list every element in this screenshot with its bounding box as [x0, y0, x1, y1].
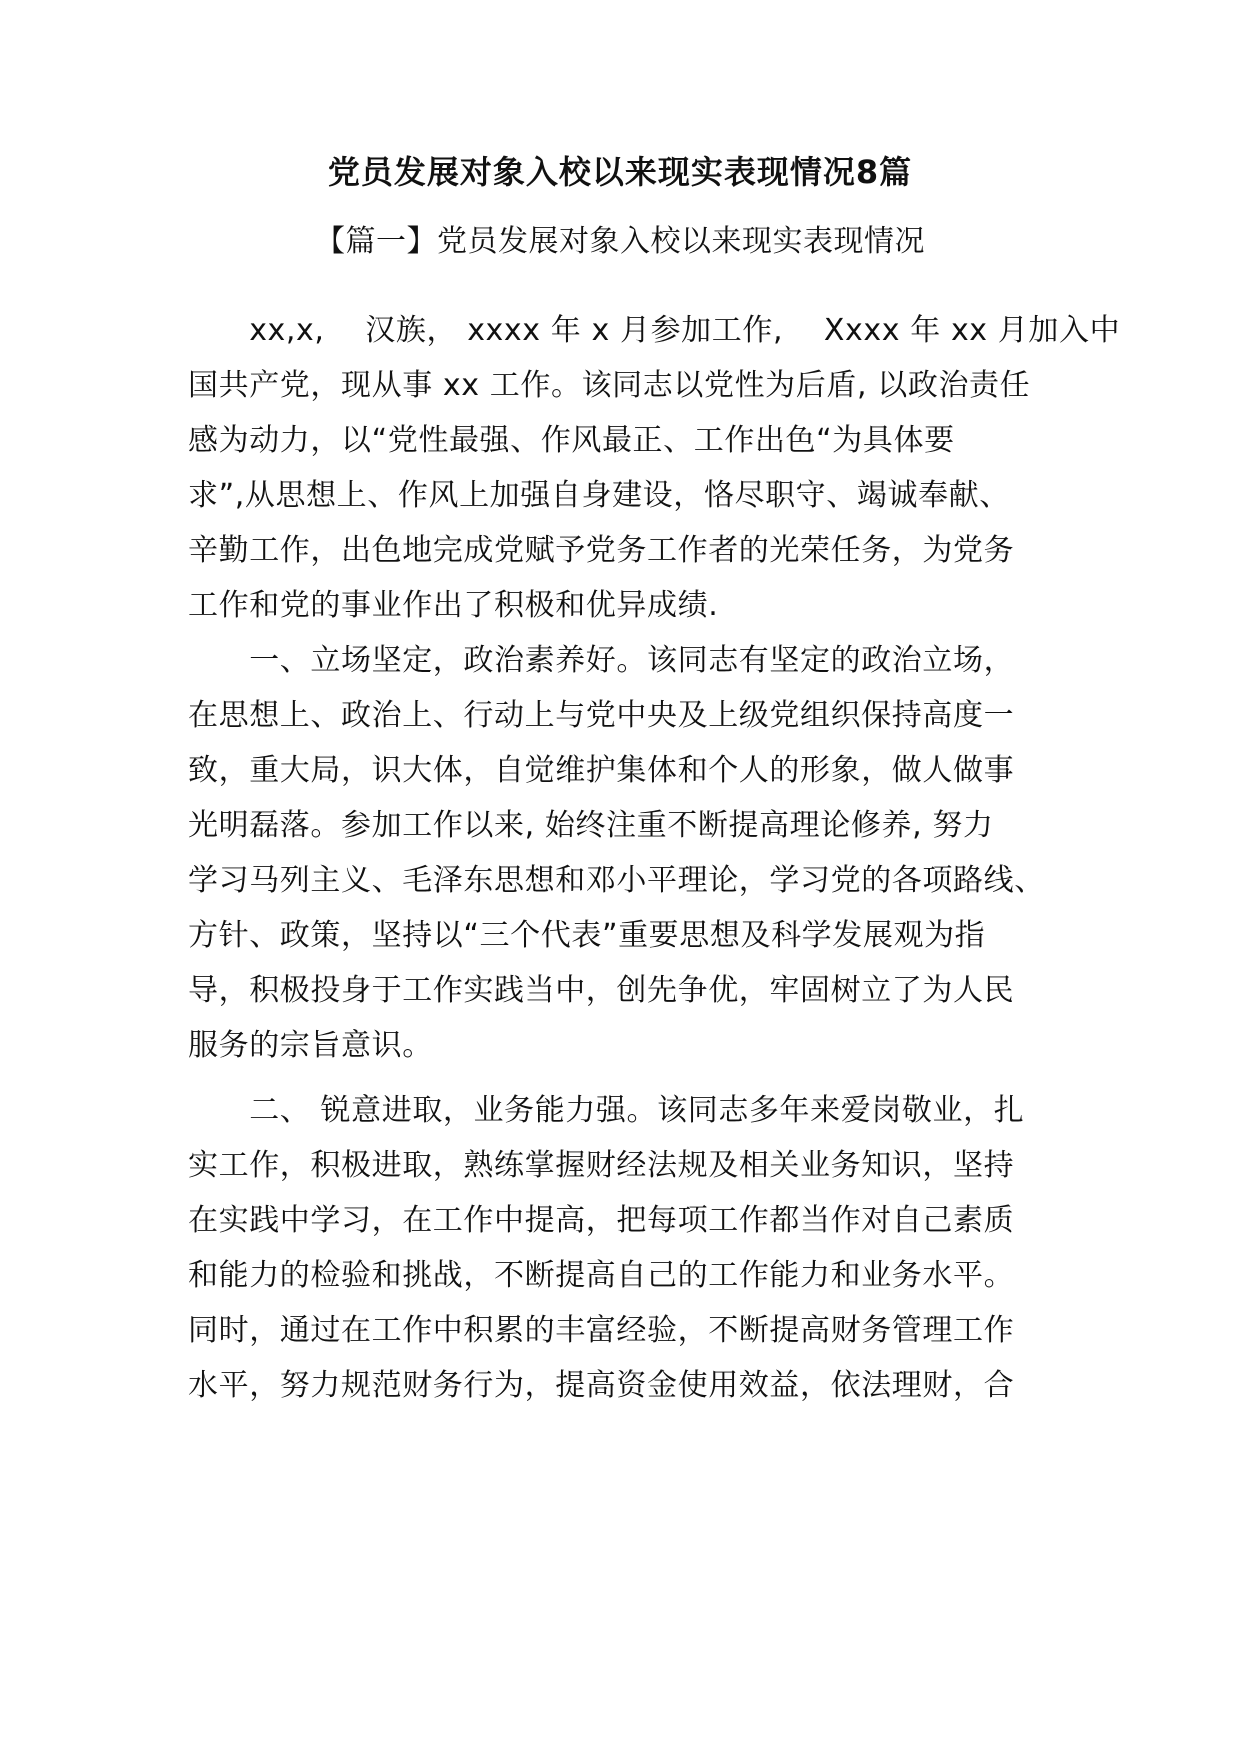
paragraph-gap — [188, 1073, 1060, 1083]
text-line: 方针、政策，坚持以“三个代表”重要思想及科学发展观为指 — [188, 918, 986, 953]
text-line: 水平，努力规范财务行为，提高资金使用效益，依法理财，合 — [188, 1368, 1015, 1403]
text-line: 学习马列主义、毛泽东思想和邓小平理论，学习党的各项路线、 — [188, 863, 1045, 898]
text-line: 一、立场坚定，政治素养好。该同志有坚定的政治立场， — [188, 643, 1015, 678]
text-line: 光明磊落。参加工作以来, 始终注重不断提高理论修养, 努力 — [188, 808, 994, 843]
text-line: 实工作，积极进取，熟练掌握财经法规及相关业务知识，坚持 — [188, 1148, 1015, 1183]
text-line: 在实践中学习，在工作中提高，把每项工作都当作对自己素质 — [188, 1203, 1015, 1238]
text-line: 和能力的检验和挑战，不断提高自己的工作能力和业务水平。 — [188, 1258, 1015, 1293]
text-line: 致，重大局，识大体，自觉维护集体和个人的形象，做人做事 — [188, 753, 1015, 788]
document-title: 党员发展对象入校以来现实表现情况8篇 — [327, 153, 913, 191]
text-line: 求”,从思想上、作风上加强自身建设，恪尽职守、竭诚奉献、 — [188, 478, 1010, 513]
text-line: 二、 锐意进取，业务能力强。该同志多年来爱岗敬业，扎 — [188, 1093, 1025, 1128]
text-line: 国共产党，现从事 xx 工作。该同志以党性为后盾, 以政治责任 — [188, 368, 1031, 403]
text-line: 工作和党的事业作出了积极和优异成绩. — [188, 588, 719, 623]
text-line: 服务的宗旨意识。 — [188, 1028, 433, 1063]
text-line: 在思想上、政治上、行动上与党中央及上级党组织保持高度一 — [188, 698, 1015, 733]
text-line: 辛勤工作，出色地完成党赋予党务工作者的光荣任务，为党务 — [188, 533, 1015, 568]
document-body — [188, 303, 1121, 1413]
text-line: 同时，通过在工作中积累的丰富经验，不断提高财务管理工作 — [188, 1313, 1015, 1348]
text-line: 导，积极投身于工作实践当中，创先争优，牢固树立了为人民 — [188, 973, 1015, 1008]
text-line: xx,x, 汉族， xxxx 年 x 月参加工作, Xxxx 年 xx 月加入中 — [188, 313, 1121, 348]
section-heading: 【篇一】党员发展对象入校以来现实表现情况 — [315, 224, 925, 259]
text-line: 感为动力，以“党性最强、作风最正、工作出色“为具体要 — [188, 423, 955, 458]
